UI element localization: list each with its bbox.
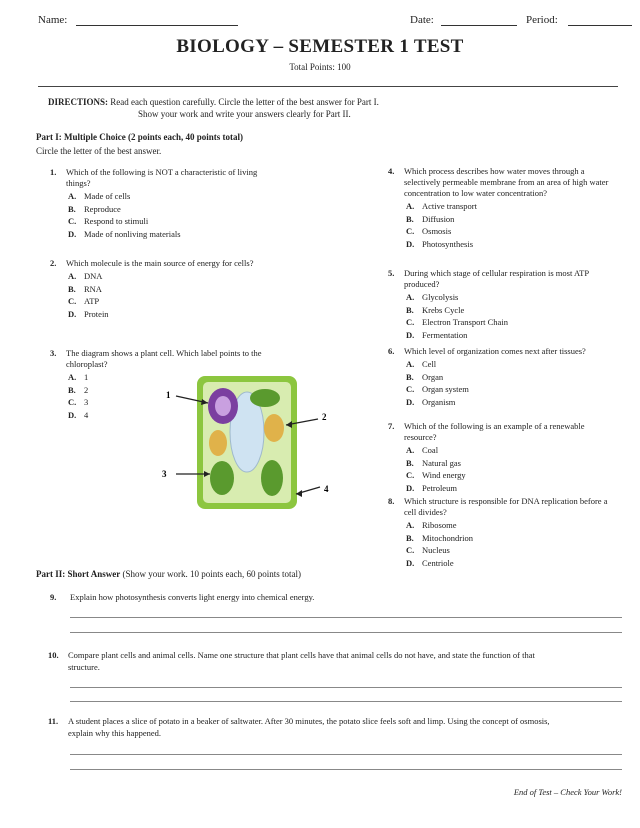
page-title: BIOLOGY – SEMESTER 1 TEST <box>176 36 464 57</box>
directions-label: DIRECTIONS: <box>48 97 109 107</box>
question-stem: Which of the following is NOT a characteristic of living things? <box>66 167 258 188</box>
option[interactable]: D. Protein <box>68 308 109 319</box>
question-number: 10. <box>48 650 59 660</box>
directions-line1: Read each question carefully. Circle the letter of the best answer for Part I. <box>110 97 379 107</box>
option[interactable]: D. Photosynthesis <box>406 238 474 249</box>
answer-line[interactable] <box>70 754 622 755</box>
part1-instruction: Circle the letter of the best answer. <box>36 146 162 156</box>
option[interactable]: C. Osmosis <box>406 226 452 236</box>
short-answer-10 <box>48 649 548 673</box>
option[interactable]: C. Organ system <box>406 384 469 394</box>
option[interactable]: B. Krebs Cycle <box>406 304 465 315</box>
option[interactable]: C. 3 <box>68 397 89 407</box>
option[interactable]: B. RNA <box>68 283 102 294</box>
question-5 <box>388 268 612 342</box>
answer-line[interactable] <box>70 769 622 770</box>
mitochondrion <box>209 430 227 456</box>
nucleolus <box>215 396 231 416</box>
answer-line[interactable] <box>70 617 622 618</box>
question-7 <box>388 421 612 495</box>
option[interactable]: A. Glycolysis <box>406 292 459 302</box>
answer-line[interactable] <box>70 701 622 702</box>
question-number: 2. <box>50 258 57 268</box>
option[interactable]: A. 1 <box>68 372 89 382</box>
part2-points: (Show your work. 10 points each, 60 points total) <box>122 569 301 579</box>
question-number: 5. <box>388 268 395 278</box>
question-stem: Which structure is responsible for DNA replication before a cell divides? <box>404 496 608 517</box>
mitochondrion <box>264 414 284 442</box>
question-stem: Which molecule is the main source of energy for cells? <box>66 258 254 268</box>
part2-title: Part II: Short Answer <box>36 569 121 579</box>
question-1 <box>50 167 276 241</box>
option[interactable]: D. Fermentation <box>406 329 468 340</box>
question-4 <box>388 166 612 251</box>
diagram-label-4: 4 <box>324 484 329 494</box>
option[interactable]: B. Natural gas <box>406 457 461 468</box>
option[interactable]: A. Made of cells <box>68 191 131 201</box>
question-stem: Which of the following is an example of a renewable resource? <box>404 421 585 442</box>
chloroplast <box>210 461 234 495</box>
diagram-label-2: 2 <box>322 412 327 422</box>
question-8 <box>388 496 612 570</box>
total-points: Total Points: 100 <box>289 62 351 72</box>
question-stem: Which level of organization comes next after tissues? <box>404 346 586 356</box>
option[interactable]: D. 4 <box>68 409 89 420</box>
short-answer-11 <box>48 715 568 739</box>
answer-line[interactable] <box>70 687 622 688</box>
question-number: 7. <box>388 421 395 431</box>
option[interactable]: B. Diffusion <box>406 213 455 224</box>
question-stem: Which process describes how water moves through a selectively permeable membrane from an area of high water concentration to low water concentration? <box>404 166 609 198</box>
option[interactable]: B. Organ <box>406 371 444 382</box>
part1-title: Part I: Multiple Choice <box>36 132 126 142</box>
directions <box>48 96 379 109</box>
directions-line2: Show your work and write your answers clearly for Part II. <box>138 109 351 119</box>
question-number: 6. <box>388 346 395 356</box>
chloroplast <box>261 460 283 496</box>
option[interactable]: A. Active transport <box>406 201 477 211</box>
diagram-label-3: 3 <box>162 469 167 479</box>
answer-line[interactable] <box>70 632 622 633</box>
question-6 <box>388 346 612 409</box>
question-stem: Explain how photosynthesis converts light energy into chemical energy. <box>70 592 315 602</box>
date-field[interactable] <box>441 25 517 26</box>
option[interactable]: D. Petroleum <box>406 482 457 493</box>
option[interactable]: B. Mitochondrion <box>406 532 473 543</box>
option[interactable]: C. Respond to stimuli <box>68 216 149 226</box>
question-number: 8. <box>388 496 395 506</box>
question-stem: Compare plant cells and animal cells. Name one structure that plant cells have that animal cells do not have, and state the function of that structure. <box>68 650 535 672</box>
short-answer-9 <box>50 591 610 603</box>
diagram-label-1: 1 <box>166 390 171 400</box>
question-number: 9. <box>50 592 57 602</box>
name-field[interactable] <box>76 25 238 26</box>
question-stem: A student places a slice of potato in a beaker of saltwater. After 30 minutes, the potato slice feels soft and limp. Using the concept of osmosis, explain why this happened. <box>68 716 550 738</box>
footer-note: End of Test – Check Your Work! <box>513 787 622 797</box>
part1-heading <box>36 132 243 142</box>
part2-heading <box>36 569 301 579</box>
option[interactable]: C. ATP <box>68 296 100 306</box>
name-label: Name: <box>38 14 68 26</box>
option[interactable]: C. Nucleus <box>406 545 450 555</box>
option[interactable]: B. Reproduce <box>68 203 121 214</box>
option[interactable]: A. Coal <box>406 445 439 455</box>
header-divider <box>38 86 618 87</box>
option[interactable]: A. Cell <box>406 359 437 369</box>
option[interactable]: A. DNA <box>68 271 103 281</box>
option[interactable]: B. 2 <box>68 384 89 395</box>
question-number: 3. <box>50 348 57 358</box>
question-stem: The diagram shows a plant cell. Which label points to the chloroplast? <box>66 348 262 369</box>
option[interactable]: A. Ribosome <box>406 520 457 530</box>
period-label: Period: <box>526 14 558 26</box>
option[interactable]: D. Centriole <box>406 557 454 568</box>
question-number: 1. <box>50 167 57 177</box>
period-field[interactable] <box>568 25 632 26</box>
part1-points: (2 points each, 40 points total) <box>127 132 243 142</box>
option[interactable]: C. Electron Transport Chain <box>406 317 508 327</box>
plant-cell-diagram <box>150 370 340 515</box>
question-stem: During which stage of cellular respiration is most ATP produced? <box>404 268 589 289</box>
option[interactable]: C. Wind energy <box>406 470 466 480</box>
question-2 <box>50 258 276 321</box>
option[interactable]: D. Made of nonliving materials <box>68 228 181 239</box>
question-number: 4. <box>388 166 395 176</box>
question-number: 11. <box>48 716 59 726</box>
option[interactable]: D. Organism <box>406 396 456 407</box>
date-label: Date: <box>410 14 434 26</box>
chloroplast <box>250 389 280 407</box>
